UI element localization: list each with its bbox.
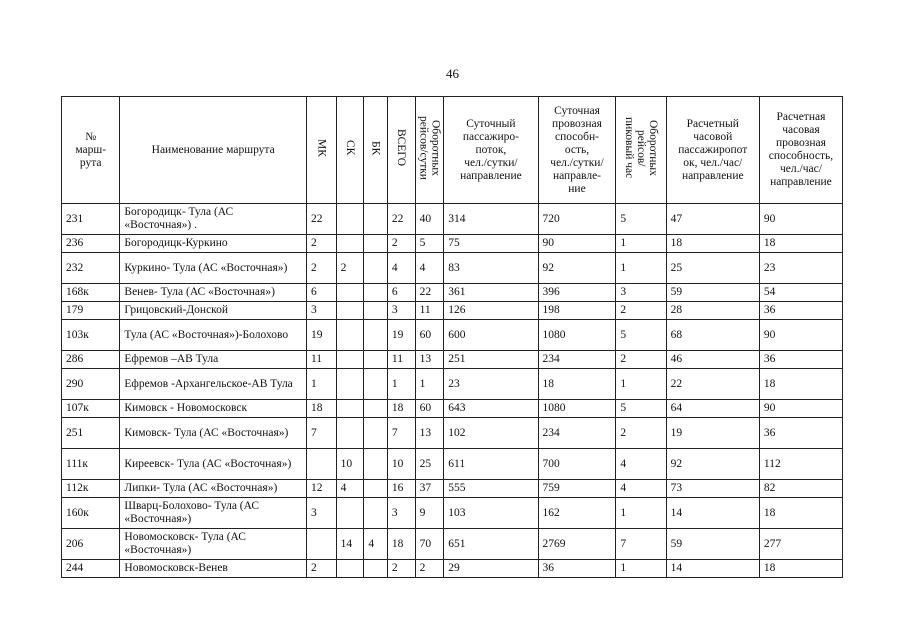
cell-turns-peak: 1 (616, 253, 666, 284)
cell-turns-day: 25 (415, 449, 444, 480)
header-daily-flow: Суточный пассажиро- поток, чел./сутки/ направление (444, 97, 538, 204)
cell-daily-capacity: 162 (538, 498, 616, 529)
cell-daily-capacity: 759 (538, 480, 616, 498)
cell-hourly-capacity: 18 (759, 235, 842, 253)
cell-hourly-flow: 64 (666, 400, 759, 418)
cell-hourly-capacity: 54 (759, 284, 842, 302)
cell-num: 112к (62, 480, 120, 498)
cell-mk (306, 529, 336, 560)
cell-turns-day: 2 (415, 560, 444, 578)
cell-name: Шварц-Болохово- Тула (АС «Восточная») (120, 498, 307, 529)
cell-daily-capacity: 198 (538, 302, 616, 320)
cell-turns-day: 1 (415, 369, 444, 400)
cell-daily-flow: 75 (444, 235, 538, 253)
table-row (62, 560, 843, 578)
cell-hourly-capacity: 36 (759, 418, 842, 449)
table-row (62, 302, 843, 320)
cell-num: 231 (62, 204, 120, 235)
cell-num: 206 (62, 529, 120, 560)
table-row (62, 369, 843, 400)
cell-mk: 12 (306, 480, 336, 498)
cell-mk (306, 449, 336, 480)
cell-daily-capacity: 234 (538, 351, 616, 369)
cell-num: 111к (62, 449, 120, 480)
cell-name: Кимовск- Тула (АС «Восточная») (120, 418, 307, 449)
cell-sk: 2 (336, 253, 364, 284)
header-bk: БК (364, 97, 388, 204)
cell-total: 3 (387, 498, 415, 529)
cell-hourly-capacity: 18 (759, 560, 842, 578)
cell-daily-capacity: 92 (538, 253, 616, 284)
cell-name: Липки- Тула (АС «Восточная») (120, 480, 307, 498)
cell-total: 1 (387, 369, 415, 400)
cell-name: Венев- Тула (АС «Восточная») (120, 284, 307, 302)
cell-hourly-capacity: 90 (759, 320, 842, 351)
header-hourly-flow: Расчетный часовой пассажиропот ок, чел./час/ направление (666, 97, 759, 204)
cell-hourly-flow: 73 (666, 480, 759, 498)
cell-daily-flow: 643 (444, 400, 538, 418)
table-row (62, 351, 843, 369)
cell-hourly-flow: 68 (666, 320, 759, 351)
cell-sk (336, 302, 364, 320)
cell-bk: 4 (364, 529, 388, 560)
cell-total: 18 (387, 400, 415, 418)
cell-num: 168к (62, 284, 120, 302)
cell-bk (364, 351, 388, 369)
cell-turns-peak: 4 (616, 480, 666, 498)
cell-name: Новомосковск- Тула (АС «Восточная») (120, 529, 307, 560)
header-hourly-capacity: Расчетная часовая провозная способность, чел./час/ направление (759, 97, 842, 204)
routes-table (61, 96, 843, 578)
cell-mk: 2 (306, 235, 336, 253)
cell-name: Грицовский-Донской (120, 302, 307, 320)
header-sk: СК (336, 97, 364, 204)
cell-mk: 19 (306, 320, 336, 351)
header-route-number: № марш- рута (62, 97, 120, 204)
cell-sk (336, 418, 364, 449)
header-daily-capacity: Суточная провозная способн- ость, чел./сутки/ направле- ние (538, 97, 616, 204)
cell-hourly-flow: 46 (666, 351, 759, 369)
cell-name: Ефремов -Архангельское-АВ Тула (120, 369, 307, 400)
cell-num: 107к (62, 400, 120, 418)
cell-sk (336, 560, 364, 578)
cell-bk (364, 320, 388, 351)
cell-bk (364, 253, 388, 284)
cell-hourly-capacity: 18 (759, 369, 842, 400)
cell-turns-day: 60 (415, 320, 444, 351)
cell-hourly-capacity: 82 (759, 480, 842, 498)
cell-turns-peak: 5 (616, 204, 666, 235)
table-row (62, 418, 843, 449)
cell-total: 7 (387, 418, 415, 449)
cell-name: Кимовск - Новомосковск (120, 400, 307, 418)
table-row (62, 498, 843, 529)
table-row (62, 529, 843, 560)
cell-hourly-flow: 59 (666, 284, 759, 302)
cell-sk: 4 (336, 480, 364, 498)
cell-hourly-flow: 22 (666, 369, 759, 400)
cell-hourly-flow: 18 (666, 235, 759, 253)
cell-mk: 3 (306, 302, 336, 320)
cell-num: 103к (62, 320, 120, 351)
cell-name: Богородицк- Тула (АС «Восточная») . (120, 204, 307, 235)
cell-num: 251 (62, 418, 120, 449)
cell-daily-flow: 102 (444, 418, 538, 449)
cell-turns-day: 13 (415, 418, 444, 449)
table-row (62, 204, 843, 235)
cell-num: 236 (62, 235, 120, 253)
cell-hourly-capacity: 36 (759, 351, 842, 369)
cell-total: 2 (387, 235, 415, 253)
header-total: ВСЕГО (387, 97, 415, 204)
cell-daily-flow: 600 (444, 320, 538, 351)
cell-mk: 11 (306, 351, 336, 369)
cell-bk (364, 560, 388, 578)
cell-name: Куркино- Тула (АС «Восточная») (120, 253, 307, 284)
cell-num: 244 (62, 560, 120, 578)
cell-turns-day: 11 (415, 302, 444, 320)
cell-daily-capacity: 720 (538, 204, 616, 235)
page-number: 46 (446, 66, 459, 81)
header-mk: МК (306, 97, 336, 204)
cell-daily-capacity: 234 (538, 418, 616, 449)
cell-mk: 3 (306, 498, 336, 529)
cell-daily-capacity: 2769 (538, 529, 616, 560)
cell-num: 160к (62, 498, 120, 529)
cell-sk: 14 (336, 529, 364, 560)
cell-turns-peak: 2 (616, 418, 666, 449)
cell-bk (364, 418, 388, 449)
cell-bk (364, 400, 388, 418)
cell-hourly-capacity: 112 (759, 449, 842, 480)
cell-daily-flow: 126 (444, 302, 538, 320)
table-row (62, 284, 843, 302)
cell-daily-capacity: 18 (538, 369, 616, 400)
cell-name: Новомосковск-Венев (120, 560, 307, 578)
cell-total: 4 (387, 253, 415, 284)
cell-total: 22 (387, 204, 415, 235)
cell-turns-day: 4 (415, 253, 444, 284)
cell-sk (336, 498, 364, 529)
table-row (62, 400, 843, 418)
cell-daily-flow: 251 (444, 351, 538, 369)
cell-sk (336, 351, 364, 369)
cell-num: 286 (62, 351, 120, 369)
cell-daily-flow: 555 (444, 480, 538, 498)
cell-num: 179 (62, 302, 120, 320)
table-row (62, 253, 843, 284)
cell-hourly-capacity: 23 (759, 253, 842, 284)
cell-bk (364, 498, 388, 529)
cell-daily-flow: 651 (444, 529, 538, 560)
cell-turns-peak: 1 (616, 369, 666, 400)
cell-turns-peak: 2 (616, 351, 666, 369)
cell-hourly-capacity: 90 (759, 204, 842, 235)
cell-sk (336, 235, 364, 253)
cell-sk (336, 204, 364, 235)
cell-turns-day: 9 (415, 498, 444, 529)
cell-turns-day: 22 (415, 284, 444, 302)
cell-name: Богородицк-Куркино (120, 235, 307, 253)
cell-turns-peak: 5 (616, 400, 666, 418)
cell-turns-day: 13 (415, 351, 444, 369)
cell-mk: 1 (306, 369, 336, 400)
header-turns-peak: Оборотных рейсов/ пиковый час (616, 97, 666, 204)
cell-hourly-flow: 59 (666, 529, 759, 560)
cell-turns-day: 37 (415, 480, 444, 498)
cell-hourly-capacity: 18 (759, 498, 842, 529)
cell-turns-peak: 7 (616, 529, 666, 560)
cell-total: 2 (387, 560, 415, 578)
table-row (62, 320, 843, 351)
cell-mk: 18 (306, 400, 336, 418)
header-row (62, 97, 843, 204)
cell-hourly-flow: 19 (666, 418, 759, 449)
cell-sk (336, 320, 364, 351)
table-body (62, 204, 843, 578)
cell-turns-peak: 4 (616, 449, 666, 480)
cell-turns-peak: 5 (616, 320, 666, 351)
cell-sk (336, 400, 364, 418)
cell-hourly-flow: 92 (666, 449, 759, 480)
cell-daily-capacity: 36 (538, 560, 616, 578)
cell-daily-flow: 23 (444, 369, 538, 400)
cell-hourly-flow: 14 (666, 498, 759, 529)
cell-hourly-capacity: 277 (759, 529, 842, 560)
cell-turns-day: 5 (415, 235, 444, 253)
cell-turns-peak: 1 (616, 498, 666, 529)
cell-daily-capacity: 396 (538, 284, 616, 302)
cell-daily-flow: 29 (444, 560, 538, 578)
cell-hourly-flow: 47 (666, 204, 759, 235)
cell-daily-flow: 83 (444, 253, 538, 284)
cell-total: 16 (387, 480, 415, 498)
cell-turns-peak: 1 (616, 235, 666, 253)
cell-mk: 7 (306, 418, 336, 449)
cell-mk: 22 (306, 204, 336, 235)
cell-turns-peak: 1 (616, 560, 666, 578)
header-turns-per-day: Оборотных рейсов/сутки (415, 97, 444, 204)
cell-num: 290 (62, 369, 120, 400)
header-route-name: Наименование маршрута (120, 97, 307, 204)
cell-daily-capacity: 90 (538, 235, 616, 253)
cell-turns-day: 40 (415, 204, 444, 235)
cell-hourly-flow: 25 (666, 253, 759, 284)
cell-num: 232 (62, 253, 120, 284)
table-row (62, 449, 843, 480)
cell-bk (364, 302, 388, 320)
cell-hourly-flow: 28 (666, 302, 759, 320)
cell-hourly-capacity: 90 (759, 400, 842, 418)
cell-name: Тула (АС «Восточная»)-Болохово (120, 320, 307, 351)
cell-daily-capacity: 700 (538, 449, 616, 480)
cell-total: 6 (387, 284, 415, 302)
cell-bk (364, 235, 388, 253)
cell-sk (336, 284, 364, 302)
cell-sk (336, 369, 364, 400)
table-row (62, 235, 843, 253)
table-row (62, 480, 843, 498)
cell-total: 11 (387, 351, 415, 369)
cell-mk: 2 (306, 560, 336, 578)
cell-name: Ефремов –АВ Тула (120, 351, 307, 369)
cell-hourly-capacity: 36 (759, 302, 842, 320)
cell-total: 19 (387, 320, 415, 351)
cell-bk (364, 204, 388, 235)
cell-total: 18 (387, 529, 415, 560)
cell-turns-day: 60 (415, 400, 444, 418)
cell-turns-peak: 2 (616, 302, 666, 320)
cell-bk (364, 480, 388, 498)
cell-daily-capacity: 1080 (538, 320, 616, 351)
cell-bk (364, 369, 388, 400)
cell-turns-day: 70 (415, 529, 444, 560)
cell-total: 3 (387, 302, 415, 320)
cell-daily-capacity: 1080 (538, 400, 616, 418)
cell-daily-flow: 611 (444, 449, 538, 480)
cell-turns-peak: 3 (616, 284, 666, 302)
cell-name: Киреевск- Тула (АС «Восточная») (120, 449, 307, 480)
cell-daily-flow: 103 (444, 498, 538, 529)
cell-total: 10 (387, 449, 415, 480)
cell-mk: 6 (306, 284, 336, 302)
cell-daily-flow: 361 (444, 284, 538, 302)
cell-sk: 10 (336, 449, 364, 480)
cell-mk: 2 (306, 253, 336, 284)
cell-hourly-flow: 14 (666, 560, 759, 578)
cell-bk (364, 449, 388, 480)
cell-bk (364, 284, 388, 302)
cell-daily-flow: 314 (444, 204, 538, 235)
